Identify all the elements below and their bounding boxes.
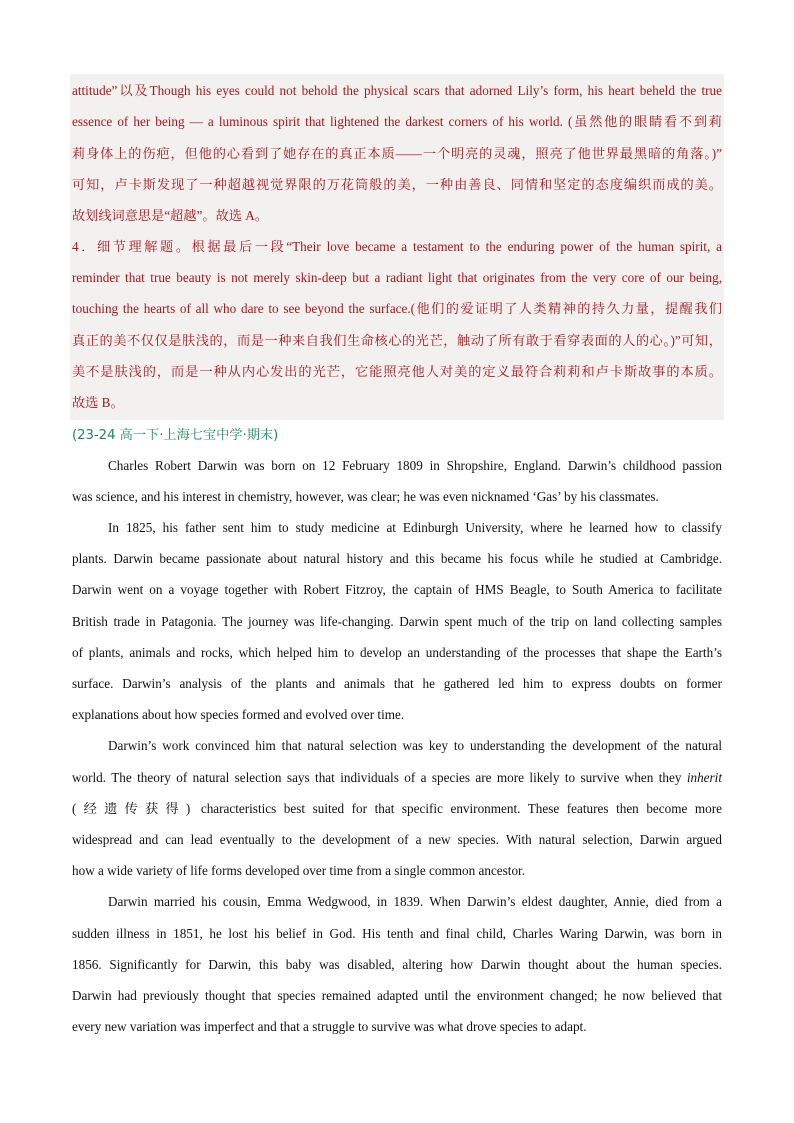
question-source: (23-24 高一下·上海七宝中学·期末)	[72, 428, 279, 443]
passage-text: characteristics best suited for that specific environment. These features then become more	[193, 801, 722, 816]
passage-line: In 1825, his father sent him to study medicine at Edinburgh University, where he learned how to classify	[108, 520, 722, 535]
passage-line: British trade in Patagonia. The journey was life-changing. Darwin spent much of the trip on land collecting samples	[72, 614, 722, 629]
answer-line: 莉身体上的伤疤，但他的心看到了她存在的真正本质——一个明亮的灵魂，照亮了他世界最黑暗的角落。)”	[72, 146, 722, 161]
passage-line: Darwin’s work convinced him that natural selection was key to understanding the development of the natural	[108, 738, 722, 753]
passage-line: sudden illness in 1851, he lost his belief in God. His tenth and final child, Charles Waring Darwin, was born in	[72, 926, 722, 941]
answer-line: 故选 B。	[72, 395, 124, 410]
passage-line: of plants, animals and rocks, which helped him to develop an understanding of the processes that shape the Earth’s	[72, 645, 722, 660]
passage-line: Charles Robert Darwin was born on 12 February 1809 in Shropshire, England. Darwin’s childhood passion	[108, 458, 722, 473]
passage-line: Darwin married his cousin, Emma Wedgwood, in 1839. When Darwin’s eldest daughter, Annie, died from a	[108, 894, 722, 909]
passage-line: widespread and can lead eventually to the development of a new species. With natural selection, Darwin argued	[72, 832, 722, 847]
answer-line: attitude”以及Though his eyes could not behold the physical scars that adorned Lily’s form, his heart beheld the true	[72, 83, 722, 98]
answer-line: 真正的美不仅仅是肤浅的，而是一种来自我们生命核心的光芒，触动了所有敢于看穿表面的人的心。)”可知，	[72, 333, 722, 348]
passage-line	[72, 799, 722, 819]
passage-line: Darwin had previously thought that species remained adapted until the environment changed; he now believed that	[72, 988, 722, 1003]
answer-line: 4．细节理解题。根据最后一段“Their love became a testament to the enduring power of the human spirit, a	[72, 239, 722, 254]
passage-line: was science, and his interest in chemistry, however, was clear; he was even nicknamed ‘Gas’ by his classmates.	[72, 489, 659, 504]
answer-line: essence of her being — a luminous spirit that lightened the darkest corners of his world. (虽然他的眼睛看不到莉	[72, 114, 722, 129]
passage-line: plants. Darwin became passionate about natural history and this became his focus while he studied at Cambridge.	[72, 551, 722, 566]
answer-line: 可知，卢卡斯发现了一种超越视觉界限的万花筒般的美，一种由善良、同情和坚定的态度编织而成的美。	[72, 177, 722, 192]
answer-line: touching the hearts of all who dare to see beyond the surface.(他们的爱证明了人类精神的持久力量，提醒我们	[72, 301, 722, 316]
key-word-inherit: inherit	[686, 770, 722, 785]
key-word-gloss: (经遗传获得)	[72, 801, 194, 816]
passage-line: explanations about how species formed and evolved over time.	[72, 707, 405, 722]
answer-line: 美不是肤浅的，而是一种从内心发出的光芒，它能照亮他人对美的定义最符合莉莉和卢卡斯故事的本质。	[72, 364, 722, 379]
answer-line: 故划线词意思是“超越”。故选 A。	[72, 208, 268, 223]
passage-line: 1856. Significantly for Darwin, this baby was disabled, altering how Darwin thought about the human species.	[72, 957, 722, 972]
passage-line	[72, 768, 722, 788]
passage-line: surface. Darwin’s analysis of the plants and animals that he gathered led him to express doubts on former	[72, 676, 722, 691]
passage-line: how a wide variety of life forms developed over time from a single common ancestor.	[72, 863, 525, 878]
answer-line: reminder that true beauty is not merely skin-deep but a radiant light that originates from the very core of our being,	[72, 270, 722, 285]
passage-text: world. The theory of natural selection says that individuals of a species are more likely to survive when they	[72, 770, 687, 785]
passage-line: every new variation was imperfect and that a struggle to survive was what drove species to adapt.	[72, 1019, 587, 1034]
passage-line: Darwin went on a voyage together with Robert Fitzroy, the captain of HMS Beagle, to South America to facilitate	[72, 582, 722, 597]
